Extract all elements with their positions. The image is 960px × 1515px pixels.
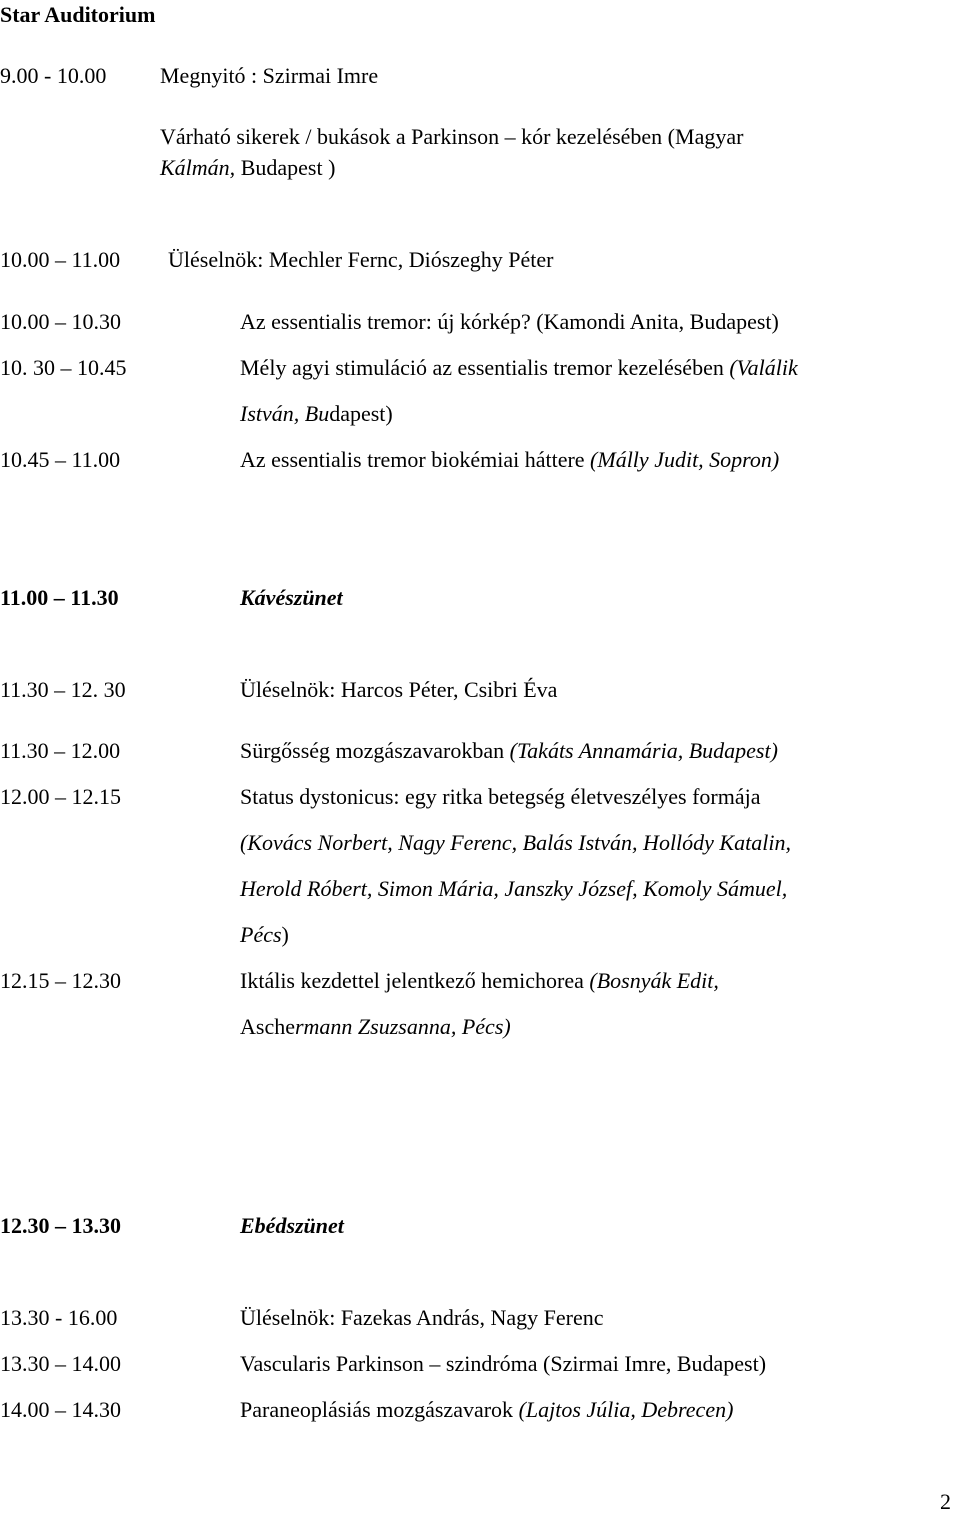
talk-time: 11.30 – 12.00 xyxy=(0,738,121,763)
page-title: Star Auditorium xyxy=(0,2,156,27)
author-italic: Pécs xyxy=(240,922,282,947)
session-chairs: Üléselnök: Harcos Péter, Csibri Éva xyxy=(240,677,558,702)
break-time: 12.30 – 13.30 xyxy=(0,1213,121,1238)
author-italic: Kálmán, xyxy=(160,155,236,180)
talk-authors: Herold Róbert, Simon Mária, Janszky József, Komoly Sámuel, xyxy=(240,876,788,901)
author-rest: dapest) xyxy=(329,401,393,426)
author-italic: (Lajtos Júlia, Debrecen) xyxy=(518,1397,734,1422)
author-normal: Asche xyxy=(240,1014,295,1039)
author-rest: ) xyxy=(281,922,289,947)
talk-time: 10.00 – 10.30 xyxy=(0,309,121,334)
talk-title xyxy=(240,1399,733,1421)
author-italic: (Takáts Annamária, Budapest) xyxy=(509,738,778,763)
session-time: 11.30 – 12. 30 xyxy=(0,677,126,702)
talk-title xyxy=(240,740,778,762)
author-italic: István, Bu xyxy=(240,401,330,426)
author-italic: rmann Zsuzsanna, Pécs) xyxy=(294,1014,511,1039)
title-text: Az essentialis tremor biokémiai háttere xyxy=(240,447,591,472)
title-text: Iktális kezdettel jelentkező hemichorea xyxy=(240,968,590,993)
talk-time: 14.00 – 14.30 xyxy=(0,1397,121,1422)
talk-title xyxy=(240,357,798,379)
author-italic: (Málly Judit, Sopron) xyxy=(590,447,780,472)
talk-time: 10.45 – 11.00 xyxy=(0,447,121,472)
session-chairs: Üléselnök: Mechler Fernc, Diószeghy Péter xyxy=(168,247,554,272)
talk-author xyxy=(240,1016,511,1038)
talk-authors xyxy=(240,924,289,946)
talk-title: Várható sikerek / bukások a Parkinson – kór kezelésében (Magyar xyxy=(160,124,744,149)
title-text: Mély agyi stimuláció az essentialis tremor kezelésében xyxy=(240,355,730,380)
title-text: Sürgősség mozgászavarokban xyxy=(240,738,510,763)
talk-time: 10. 30 – 10.45 xyxy=(0,355,127,380)
talk-authors: (Kovács Norbert, Nagy Ferenc, Balás István, Hollódy Katalin, xyxy=(240,830,791,855)
author-rest: Budapest ) xyxy=(235,155,336,180)
talk-author xyxy=(160,157,335,179)
talk-time: 12.15 – 12.30 xyxy=(0,968,121,993)
talk-author xyxy=(240,403,393,425)
break-time: 11.00 – 11.30 xyxy=(0,585,119,610)
opening-text: Megnyitó : Szirmai Imre xyxy=(160,63,379,88)
talk-title: Status dystonicus: egy ritka betegség életveszélyes formája xyxy=(240,784,761,809)
break-label: Ebédszünet xyxy=(240,1213,344,1238)
talk-title xyxy=(240,449,779,471)
author-italic: (Valálik xyxy=(729,355,798,380)
break-label: Kávészünet xyxy=(240,585,343,610)
author-italic: (Bosnyák Edit, xyxy=(589,968,719,993)
session-time: 10.00 – 11.00 xyxy=(0,247,121,272)
page-number: 2 xyxy=(940,1489,951,1514)
session-time: 13.30 - 16.00 xyxy=(0,1305,118,1330)
session-time: 9.00 - 10.00 xyxy=(0,63,107,88)
talk-time: 13.30 – 14.00 xyxy=(0,1351,121,1376)
title-text: Paraneoplásiás mozgászavarok xyxy=(240,1397,519,1422)
talk-time: 12.00 – 12.15 xyxy=(0,784,121,809)
talk-title: Vascularis Parkinson – szindróma (Szirmai Imre, Budapest) xyxy=(240,1351,767,1376)
session-chairs: Üléselnök: Fazekas András, Nagy Ferenc xyxy=(240,1305,604,1330)
talk-title: Az essentialis tremor: új kórkép? (Kamondi Anita, Budapest) xyxy=(240,309,779,334)
talk-title xyxy=(240,970,719,992)
